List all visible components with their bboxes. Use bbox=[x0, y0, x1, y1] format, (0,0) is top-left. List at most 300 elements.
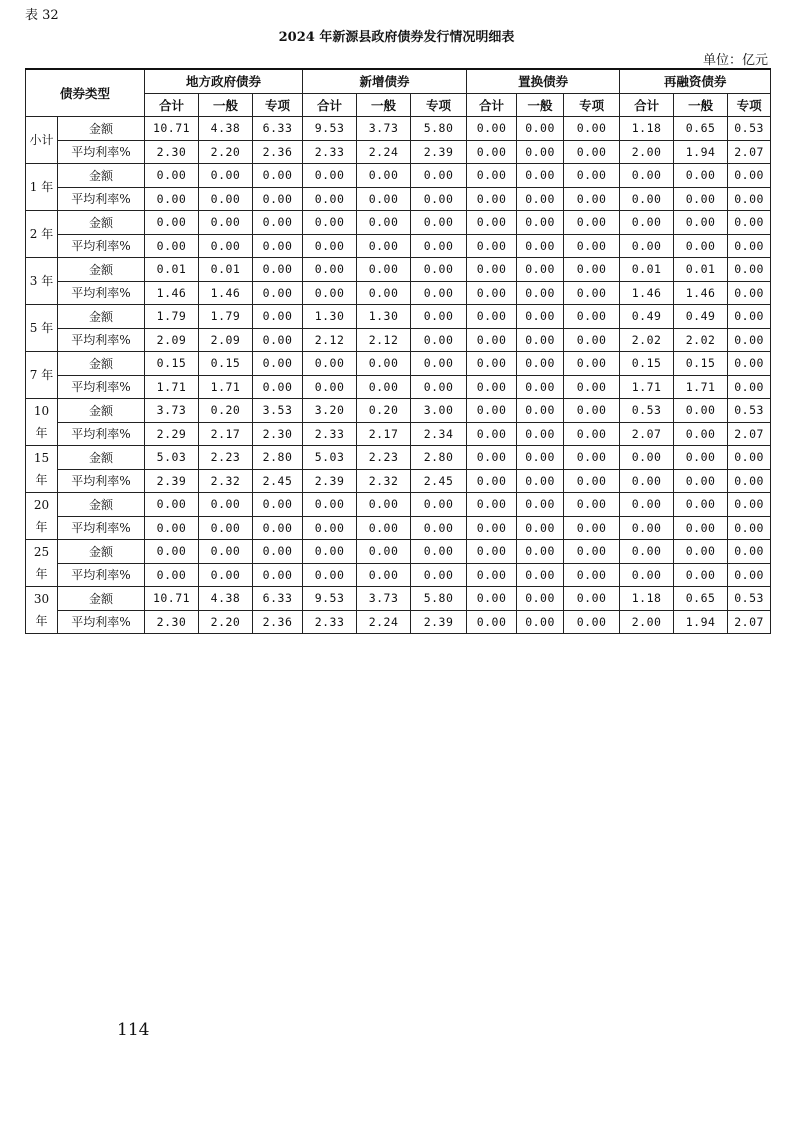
amount-cell: 5.80 bbox=[411, 587, 467, 611]
amount-cell: 0.00 bbox=[199, 164, 253, 188]
amount-cell: 2.23 bbox=[199, 446, 253, 470]
amount-cell: 0.00 bbox=[253, 164, 303, 188]
rate-cell: 0.00 bbox=[564, 516, 620, 540]
subcol-header: 专项 bbox=[411, 93, 467, 117]
rate-cell: 0.00 bbox=[620, 187, 674, 211]
amount-cell: 0.00 bbox=[467, 258, 517, 282]
rate-cell: 1.46 bbox=[674, 281, 728, 305]
amount-cell: 0.00 bbox=[620, 446, 674, 470]
amount-cell: 0.00 bbox=[564, 587, 620, 611]
rate-cell: 2.07 bbox=[728, 610, 771, 634]
amount-cell: 0.01 bbox=[199, 258, 253, 282]
rate-cell: 2.17 bbox=[199, 422, 253, 446]
amount-cell: 0.00 bbox=[253, 305, 303, 329]
amount-cell: 6.33 bbox=[253, 117, 303, 141]
page-title: 2024 年新源县政府债券发行情况明细表 bbox=[278, 30, 515, 45]
rate-cell: 2.07 bbox=[728, 422, 771, 446]
rate-cell: 0.00 bbox=[253, 563, 303, 587]
rate-cell: 2.39 bbox=[303, 469, 357, 493]
group-header-local-gov: 地方政府债券 bbox=[145, 69, 303, 93]
rate-cell: 1.46 bbox=[145, 281, 199, 305]
amount-cell: 0.00 bbox=[303, 352, 357, 376]
term-cell: 30 年 bbox=[26, 587, 58, 634]
rate-cell: 0.00 bbox=[253, 516, 303, 540]
rate-cell: 2.02 bbox=[620, 328, 674, 352]
amount-cell: 0.00 bbox=[253, 258, 303, 282]
rate-cell: 2.30 bbox=[253, 422, 303, 446]
metric-label-rate: 平均利率% bbox=[58, 469, 145, 493]
rate-cell: 0.00 bbox=[517, 281, 564, 305]
amount-cell: 0.00 bbox=[620, 540, 674, 564]
amount-cell: 2.80 bbox=[253, 446, 303, 470]
amount-cell: 0.00 bbox=[357, 258, 411, 282]
amount-cell: 1.79 bbox=[199, 305, 253, 329]
rate-cell: 0.00 bbox=[564, 187, 620, 211]
subcol-header: 合计 bbox=[467, 93, 517, 117]
amount-cell: 0.00 bbox=[620, 493, 674, 517]
rate-cell: 0.00 bbox=[620, 234, 674, 258]
rate-cell: 2.29 bbox=[145, 422, 199, 446]
rate-cell: 0.00 bbox=[357, 516, 411, 540]
table-row-amount bbox=[26, 117, 771, 141]
amount-cell: 0.00 bbox=[517, 352, 564, 376]
table-row-amount bbox=[26, 399, 771, 423]
rate-cell: 0.00 bbox=[674, 469, 728, 493]
table-row-rate bbox=[26, 187, 771, 211]
amount-cell: 0.00 bbox=[303, 540, 357, 564]
subcol-header: 一般 bbox=[199, 93, 253, 117]
rate-cell: 1.71 bbox=[145, 375, 199, 399]
amount-cell: 0.00 bbox=[674, 399, 728, 423]
table-row-rate bbox=[26, 375, 771, 399]
amount-cell: 0.15 bbox=[145, 352, 199, 376]
amount-cell: 0.00 bbox=[728, 164, 771, 188]
amount-cell: 4.38 bbox=[199, 587, 253, 611]
amount-cell: 0.00 bbox=[357, 540, 411, 564]
rate-cell: 0.00 bbox=[467, 469, 517, 493]
amount-cell: 0.00 bbox=[564, 352, 620, 376]
amount-cell: 2.80 bbox=[411, 446, 467, 470]
amount-cell: 0.00 bbox=[674, 164, 728, 188]
rate-cell: 0.00 bbox=[199, 563, 253, 587]
table-label: 表 32 bbox=[25, 8, 59, 23]
table-row-rate bbox=[26, 469, 771, 493]
rate-cell: 2.39 bbox=[411, 140, 467, 164]
amount-cell: 2.23 bbox=[357, 446, 411, 470]
amount-cell: 0.00 bbox=[411, 352, 467, 376]
amount-cell: 3.73 bbox=[357, 117, 411, 141]
metric-label-amount: 金额 bbox=[58, 587, 145, 611]
term-cell: 15 年 bbox=[26, 446, 58, 493]
rate-cell: 0.00 bbox=[357, 234, 411, 258]
amount-cell: 0.00 bbox=[145, 211, 199, 235]
rate-cell: 2.36 bbox=[253, 140, 303, 164]
amount-cell: 0.00 bbox=[517, 540, 564, 564]
rate-cell: 0.00 bbox=[467, 375, 517, 399]
amount-cell: 1.30 bbox=[357, 305, 411, 329]
table-row-amount bbox=[26, 352, 771, 376]
rate-cell: 0.00 bbox=[564, 375, 620, 399]
rate-cell: 0.00 bbox=[199, 234, 253, 258]
amount-cell: 0.00 bbox=[517, 446, 564, 470]
rate-cell: 2.20 bbox=[199, 610, 253, 634]
rate-cell: 0.00 bbox=[517, 234, 564, 258]
group-header-new: 新增债券 bbox=[303, 69, 467, 93]
amount-cell: 0.00 bbox=[564, 493, 620, 517]
term-cell: 7 年 bbox=[26, 352, 58, 399]
amount-cell: 0.00 bbox=[728, 211, 771, 235]
rate-cell: 0.00 bbox=[674, 422, 728, 446]
metric-label-amount: 金额 bbox=[58, 399, 145, 423]
rate-cell: 0.00 bbox=[620, 516, 674, 540]
rate-cell: 0.00 bbox=[674, 516, 728, 540]
table-row-amount bbox=[26, 258, 771, 282]
rate-cell: 0.00 bbox=[674, 187, 728, 211]
amount-cell: 0.00 bbox=[674, 493, 728, 517]
term-cell: 1 年 bbox=[26, 164, 58, 211]
rate-cell: 0.00 bbox=[357, 187, 411, 211]
rate-cell: 0.00 bbox=[564, 328, 620, 352]
metric-label-rate: 平均利率% bbox=[58, 610, 145, 634]
amount-cell: 0.00 bbox=[303, 164, 357, 188]
amount-cell: 3.00 bbox=[411, 399, 467, 423]
metric-label-rate: 平均利率% bbox=[58, 422, 145, 446]
amount-cell: 0.00 bbox=[564, 164, 620, 188]
rate-cell: 0.00 bbox=[467, 516, 517, 540]
amount-cell: 0.00 bbox=[467, 493, 517, 517]
metric-label-amount: 金额 bbox=[58, 117, 145, 141]
rate-cell: 0.00 bbox=[145, 516, 199, 540]
rate-cell: 0.00 bbox=[517, 328, 564, 352]
rate-cell: 0.00 bbox=[620, 469, 674, 493]
amount-cell: 0.65 bbox=[674, 117, 728, 141]
amount-cell: 3.73 bbox=[145, 399, 199, 423]
metric-label-amount: 金额 bbox=[58, 164, 145, 188]
rate-cell: 1.46 bbox=[620, 281, 674, 305]
metric-label-rate: 平均利率% bbox=[58, 563, 145, 587]
rate-cell: 0.00 bbox=[620, 563, 674, 587]
amount-cell: 0.15 bbox=[620, 352, 674, 376]
rate-cell: 0.00 bbox=[728, 563, 771, 587]
page-number: 114 bbox=[117, 1020, 150, 1040]
subcol-header: 一般 bbox=[674, 93, 728, 117]
amount-cell: 3.73 bbox=[357, 587, 411, 611]
subcol-header: 合计 bbox=[145, 93, 199, 117]
metric-label-rate: 平均利率% bbox=[58, 516, 145, 540]
rate-cell: 2.36 bbox=[253, 610, 303, 634]
amount-cell: 0.00 bbox=[728, 258, 771, 282]
amount-cell: 0.00 bbox=[728, 493, 771, 517]
amount-cell: 0.00 bbox=[728, 305, 771, 329]
rate-cell: 0.00 bbox=[145, 234, 199, 258]
rate-cell: 0.00 bbox=[517, 375, 564, 399]
amount-cell: 0.00 bbox=[467, 540, 517, 564]
subcol-header: 合计 bbox=[303, 93, 357, 117]
metric-label-rate: 平均利率% bbox=[58, 187, 145, 211]
amount-cell: 0.00 bbox=[467, 211, 517, 235]
rate-cell: 2.02 bbox=[674, 328, 728, 352]
metric-label-rate: 平均利率% bbox=[58, 375, 145, 399]
amount-cell: 4.38 bbox=[199, 117, 253, 141]
metric-label-rate: 平均利率% bbox=[58, 328, 145, 352]
rate-cell: 1.71 bbox=[199, 375, 253, 399]
table-row-amount bbox=[26, 305, 771, 329]
rate-cell: 2.32 bbox=[357, 469, 411, 493]
amount-cell: 0.00 bbox=[411, 493, 467, 517]
metric-label-amount: 金额 bbox=[58, 540, 145, 564]
amount-cell: 0.00 bbox=[303, 258, 357, 282]
rate-cell: 0.00 bbox=[253, 281, 303, 305]
rate-cell: 0.00 bbox=[411, 328, 467, 352]
unit-label: 单位：亿元 bbox=[702, 53, 768, 68]
amount-cell: 0.00 bbox=[674, 211, 728, 235]
table-row-rate bbox=[26, 328, 771, 352]
rate-cell: 0.00 bbox=[199, 516, 253, 540]
rate-cell: 0.00 bbox=[253, 187, 303, 211]
rate-cell: 0.00 bbox=[467, 563, 517, 587]
rate-cell: 2.30 bbox=[145, 610, 199, 634]
rate-cell: 2.24 bbox=[357, 610, 411, 634]
rate-cell: 0.00 bbox=[467, 234, 517, 258]
amount-cell: 0.00 bbox=[674, 540, 728, 564]
amount-cell: 1.18 bbox=[620, 587, 674, 611]
amount-cell: 0.00 bbox=[411, 258, 467, 282]
amount-cell: 0.00 bbox=[199, 211, 253, 235]
table-row-amount bbox=[26, 493, 771, 517]
rate-cell: 0.00 bbox=[303, 563, 357, 587]
amount-cell: 0.00 bbox=[253, 493, 303, 517]
amount-cell: 0.00 bbox=[564, 305, 620, 329]
subcol-header: 一般 bbox=[357, 93, 411, 117]
amount-cell: 0.49 bbox=[620, 305, 674, 329]
rate-cell: 2.00 bbox=[620, 140, 674, 164]
rate-cell: 2.33 bbox=[303, 610, 357, 634]
amount-cell: 0.15 bbox=[674, 352, 728, 376]
amount-cell: 0.53 bbox=[728, 117, 771, 141]
subcol-header: 专项 bbox=[728, 93, 771, 117]
group-header-replacement: 置换债券 bbox=[467, 69, 620, 93]
amount-cell: 0.00 bbox=[199, 493, 253, 517]
amount-cell: 0.00 bbox=[467, 352, 517, 376]
rate-cell: 0.00 bbox=[564, 563, 620, 587]
rate-cell: 2.07 bbox=[728, 140, 771, 164]
rate-cell: 2.00 bbox=[620, 610, 674, 634]
rate-cell: 2.24 bbox=[357, 140, 411, 164]
rate-cell: 0.00 bbox=[728, 281, 771, 305]
rate-cell: 0.00 bbox=[564, 610, 620, 634]
rate-cell: 0.00 bbox=[411, 281, 467, 305]
amount-cell: 0.00 bbox=[411, 540, 467, 564]
metric-label-amount: 金额 bbox=[58, 211, 145, 235]
rate-cell: 0.00 bbox=[411, 187, 467, 211]
table-row-rate bbox=[26, 516, 771, 540]
amount-cell: 0.00 bbox=[517, 399, 564, 423]
rate-cell: 1.46 bbox=[199, 281, 253, 305]
amount-cell: 0.00 bbox=[303, 493, 357, 517]
rate-cell: 2.30 bbox=[145, 140, 199, 164]
rate-cell: 2.17 bbox=[357, 422, 411, 446]
rate-cell: 2.45 bbox=[411, 469, 467, 493]
amount-cell: 0.00 bbox=[411, 211, 467, 235]
metric-label-amount: 金额 bbox=[58, 352, 145, 376]
amount-cell: 9.53 bbox=[303, 117, 357, 141]
table-row-rate bbox=[26, 422, 771, 446]
metric-label-amount: 金额 bbox=[58, 446, 145, 470]
table-row-amount bbox=[26, 164, 771, 188]
amount-cell: 0.53 bbox=[620, 399, 674, 423]
amount-cell: 0.00 bbox=[517, 493, 564, 517]
subcol-header: 合计 bbox=[620, 93, 674, 117]
amount-cell: 0.00 bbox=[411, 305, 467, 329]
table-row-amount bbox=[26, 540, 771, 564]
rate-cell: 2.07 bbox=[620, 422, 674, 446]
rate-cell: 0.00 bbox=[517, 187, 564, 211]
rate-cell: 0.00 bbox=[467, 140, 517, 164]
rate-cell: 0.00 bbox=[303, 516, 357, 540]
rate-cell: 2.39 bbox=[411, 610, 467, 634]
amount-cell: 0.00 bbox=[357, 211, 411, 235]
rate-cell: 0.00 bbox=[467, 610, 517, 634]
term-cell: 10 年 bbox=[26, 399, 58, 446]
rate-cell: 0.00 bbox=[411, 234, 467, 258]
rate-cell: 0.00 bbox=[517, 140, 564, 164]
rate-cell: 2.12 bbox=[303, 328, 357, 352]
amount-cell: 0.01 bbox=[145, 258, 199, 282]
rate-cell: 0.00 bbox=[564, 422, 620, 446]
rate-cell: 0.00 bbox=[728, 187, 771, 211]
rate-cell: 2.12 bbox=[357, 328, 411, 352]
rate-cell: 0.00 bbox=[303, 187, 357, 211]
rate-cell: 0.00 bbox=[411, 516, 467, 540]
amount-cell: 3.53 bbox=[253, 399, 303, 423]
rate-cell: 0.00 bbox=[411, 375, 467, 399]
rate-cell: 2.34 bbox=[411, 422, 467, 446]
rate-cell: 2.45 bbox=[253, 469, 303, 493]
amount-cell: 0.00 bbox=[199, 540, 253, 564]
amount-cell: 0.00 bbox=[357, 352, 411, 376]
amount-cell: 0.49 bbox=[674, 305, 728, 329]
amount-cell: 0.00 bbox=[564, 211, 620, 235]
amount-cell: 1.30 bbox=[303, 305, 357, 329]
rate-cell: 0.00 bbox=[674, 563, 728, 587]
amount-cell: 0.00 bbox=[620, 164, 674, 188]
subcol-header: 专项 bbox=[564, 93, 620, 117]
amount-cell: 0.00 bbox=[517, 305, 564, 329]
amount-cell: 0.00 bbox=[517, 211, 564, 235]
term-cell: 20 年 bbox=[26, 493, 58, 540]
amount-cell: 0.00 bbox=[467, 446, 517, 470]
rate-cell: 0.00 bbox=[564, 234, 620, 258]
amount-cell: 0.00 bbox=[467, 399, 517, 423]
amount-cell: 0.01 bbox=[674, 258, 728, 282]
amount-cell: 0.00 bbox=[564, 399, 620, 423]
term-cell: 小计 bbox=[26, 117, 58, 164]
metric-label-amount: 金额 bbox=[58, 305, 145, 329]
rate-cell: 0.00 bbox=[728, 328, 771, 352]
rate-cell: 1.71 bbox=[620, 375, 674, 399]
rate-cell: 0.00 bbox=[517, 469, 564, 493]
amount-cell: 0.65 bbox=[674, 587, 728, 611]
metric-label-rate: 平均利率% bbox=[58, 281, 145, 305]
amount-cell: 5.03 bbox=[303, 446, 357, 470]
amount-cell: 0.00 bbox=[517, 587, 564, 611]
rate-cell: 0.00 bbox=[467, 422, 517, 446]
rate-cell: 0.00 bbox=[467, 281, 517, 305]
rate-cell: 0.00 bbox=[357, 375, 411, 399]
metric-label-amount: 金额 bbox=[58, 258, 145, 282]
amount-cell: 10.71 bbox=[145, 587, 199, 611]
amount-cell: 0.00 bbox=[253, 211, 303, 235]
amount-cell: 0.15 bbox=[199, 352, 253, 376]
rate-cell: 0.00 bbox=[564, 469, 620, 493]
rate-cell: 0.00 bbox=[517, 516, 564, 540]
table-row-rate bbox=[26, 234, 771, 258]
rate-cell: 0.00 bbox=[199, 187, 253, 211]
amount-cell: 0.00 bbox=[517, 117, 564, 141]
rate-cell: 2.33 bbox=[303, 140, 357, 164]
amount-cell: 0.00 bbox=[564, 540, 620, 564]
amount-cell: 0.53 bbox=[728, 399, 771, 423]
amount-cell: 0.00 bbox=[357, 493, 411, 517]
amount-cell: 0.00 bbox=[253, 352, 303, 376]
rate-cell: 0.00 bbox=[564, 140, 620, 164]
rate-cell: 0.00 bbox=[253, 375, 303, 399]
rate-cell: 0.00 bbox=[253, 328, 303, 352]
table-row-rate bbox=[26, 281, 771, 305]
rate-cell: 2.39 bbox=[145, 469, 199, 493]
rate-cell: 2.32 bbox=[199, 469, 253, 493]
rate-cell: 2.09 bbox=[145, 328, 199, 352]
amount-cell: 5.03 bbox=[145, 446, 199, 470]
rate-cell: 2.09 bbox=[199, 328, 253, 352]
amount-cell: 0.00 bbox=[728, 352, 771, 376]
rate-cell: 0.00 bbox=[253, 234, 303, 258]
amount-cell: 9.53 bbox=[303, 587, 357, 611]
rate-cell: 1.94 bbox=[674, 610, 728, 634]
rate-cell: 1.94 bbox=[674, 140, 728, 164]
amount-cell: 0.00 bbox=[145, 164, 199, 188]
subcol-header: 专项 bbox=[253, 93, 303, 117]
amount-cell: 3.20 bbox=[303, 399, 357, 423]
rate-cell: 1.71 bbox=[674, 375, 728, 399]
amount-cell: 0.00 bbox=[145, 540, 199, 564]
header-row-groups bbox=[26, 69, 771, 93]
amount-cell: 0.00 bbox=[467, 587, 517, 611]
table-row-amount bbox=[26, 211, 771, 235]
subcol-header: 一般 bbox=[517, 93, 564, 117]
rate-cell: 0.00 bbox=[517, 422, 564, 446]
rate-cell: 0.00 bbox=[145, 563, 199, 587]
amount-cell: 1.18 bbox=[620, 117, 674, 141]
amount-cell: 5.80 bbox=[411, 117, 467, 141]
amount-cell: 0.00 bbox=[564, 258, 620, 282]
rate-cell: 0.00 bbox=[728, 516, 771, 540]
metric-label-amount: 金额 bbox=[58, 493, 145, 517]
metric-label-rate: 平均利率% bbox=[58, 234, 145, 258]
rate-cell: 2.20 bbox=[199, 140, 253, 164]
amount-cell: 0.00 bbox=[728, 540, 771, 564]
rate-cell: 0.00 bbox=[728, 469, 771, 493]
amount-cell: 0.00 bbox=[357, 164, 411, 188]
amount-cell: 0.00 bbox=[467, 164, 517, 188]
amount-cell: 0.00 bbox=[303, 211, 357, 235]
amount-cell: 0.00 bbox=[467, 305, 517, 329]
rate-cell: 0.00 bbox=[303, 281, 357, 305]
rate-cell: 0.00 bbox=[303, 375, 357, 399]
table-row-amount bbox=[26, 446, 771, 470]
term-cell: 3 年 bbox=[26, 258, 58, 305]
rate-cell: 0.00 bbox=[517, 610, 564, 634]
